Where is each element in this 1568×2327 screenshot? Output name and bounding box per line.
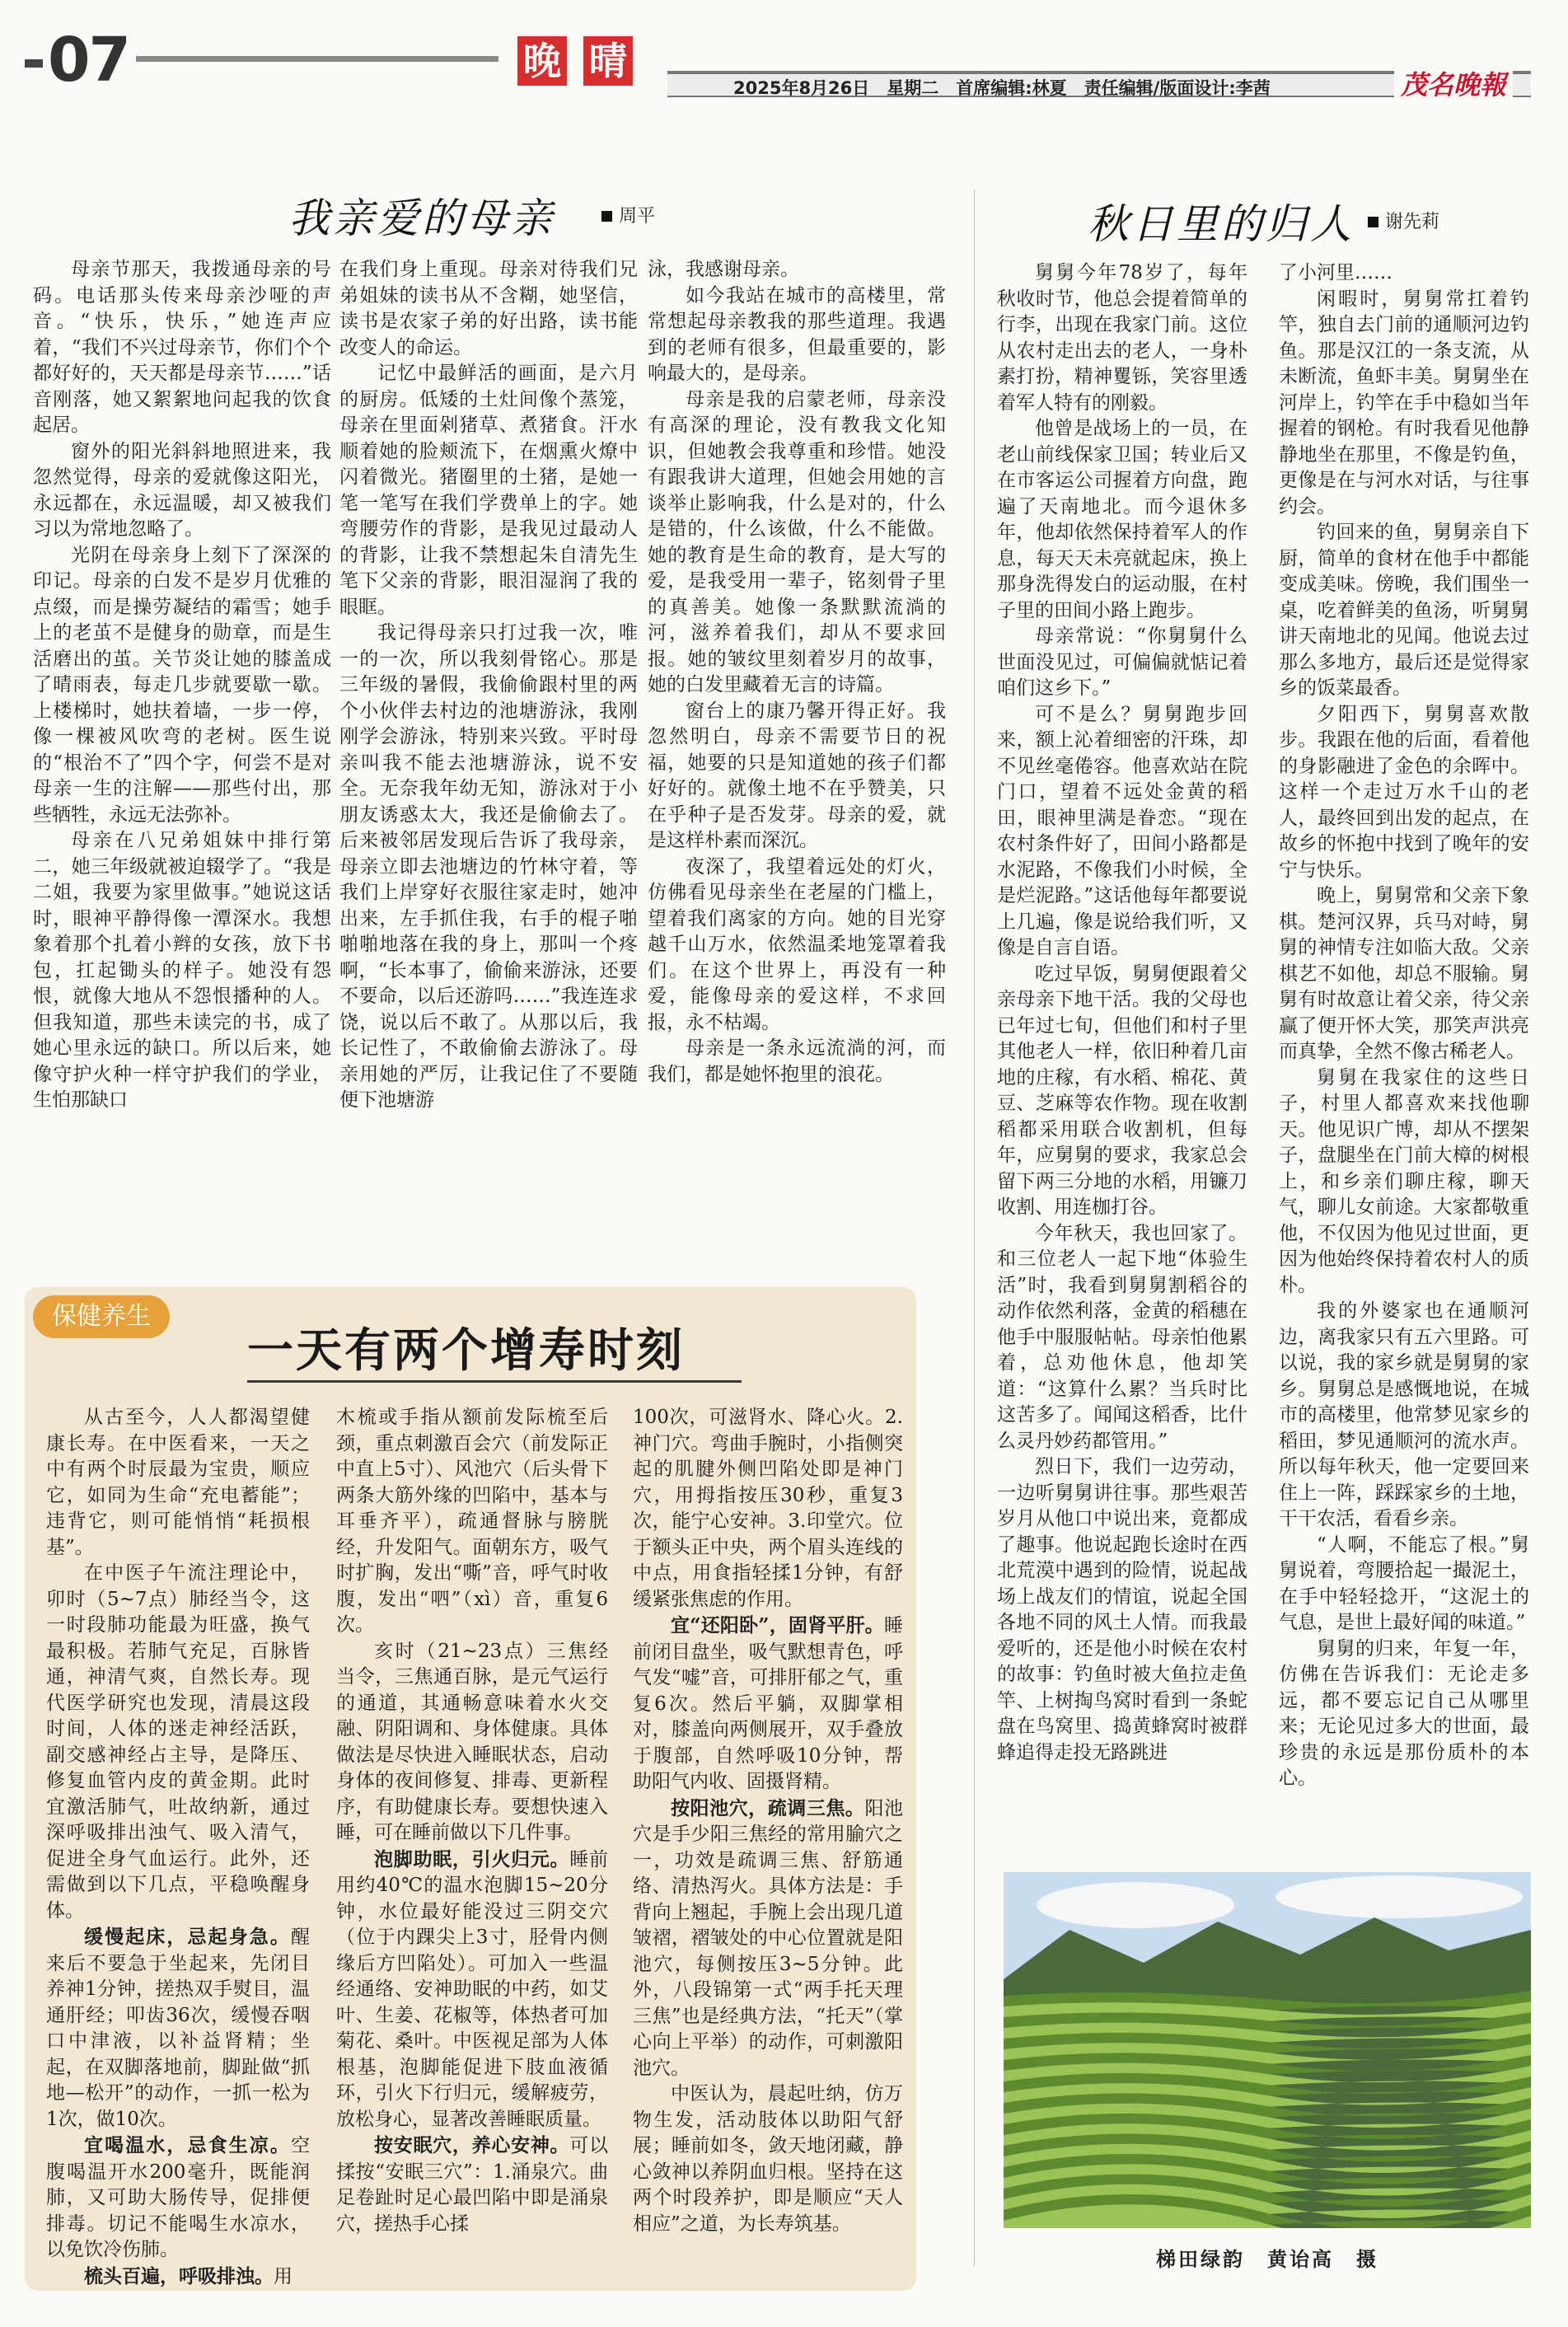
- health-paragraph: [633, 1613, 903, 1796]
- health-paragraph-text: 阳池穴是手少阳三焦经的常用腧穴之一，功效是疏调三焦、舒筋通络、清热泻火。具体方法是：手背向上翘起，手腕上会出现几道皱褶，褶皱处的中心位置就是阳池穴，每侧按压3~5分钟。此外，八段锦第一式“两手托天理三焦”也是经典方法，“托天”（掌心向上平举）的动作，可刺激阳池穴。: [633, 1797, 904, 2079]
- article1-author: 周平: [601, 202, 655, 227]
- paragraph: 了小河里……: [1279, 262, 1392, 283]
- paragraph: 钓回来的鱼，舅舅亲自下厨，简单的食材在他手中都能变成美味。傍晚，我们围坐一桌，吃着鲜美的鱼汤，听舅舅讲天南地北的见闻。他说去过那么多地方，最后还是觉得家乡的饭菜最香。: [1279, 522, 1529, 699]
- health-paragraph: [633, 1796, 903, 2082]
- paragraph: 我记得母亲只打过我一次，唯一的一次，所以我刻骨铭心。那是三年级的暑假，我偷偷跟村里的两个小伙伴去村边的池塘游泳，我刚刚学会游泳，特别来兴致。平时母亲叫我不能去池塘游泳，说不安全。无奈我年幼无知，游泳对于小朋友诱惑太大，我还是偷偷去了。后来被邻居发现后告诉了我母亲，母亲立即去池塘边的竹林守着，等我们上岸穿好衣服往家走时，她冲出来，左手抓住我，右手的棍子啪啪啪地落在我的身上，那叫一个疼啊，“长本事了，偷偷来游泳，还要不要命，以后还游吗……”我连连求饶，说以后不敢了。从那以后，我长记性了，不敢偷偷去游泳了。母亲用她的严厉，让我记住了不要随便下池塘游: [339, 622, 638, 1111]
- paragraph: 舅舅今年78岁了，每年秋收时节，他总会提着简单的行李，出现在我家门前。这位从农村走出去的老人，一身朴素打扮，精神矍铄，笑容里透着军人特有的刚毅。: [997, 262, 1247, 414]
- article1-col1: [33, 257, 331, 1114]
- health-paragraph-text: 用: [274, 2265, 293, 2287]
- health-paragraph: [633, 2081, 903, 2237]
- health-paragraph: [336, 1847, 608, 2133]
- paragraph: 我的外婆家也在通顺河边，离我家只有五六里路。可以说，我的家乡就是舅舅的家乡。舅舅总是感慨地说，在城市的高楼里，他常梦见家乡的稻田，梦见通顺河的流水声。所以每年秋天，他一定要回来住上一阵，踩踩家乡的土地，干干农活，看看乡亲。: [1279, 1300, 1529, 1529]
- health-paragraph-text: 木梳或手指从额前发际梳至后颈，重点刺激百会穴（前发际正中直上5寸）、风池穴（后头骨下两条大筋外缘的凹陷中，基本与耳垂齐平），疏通督脉与膀胱经，升发阳气。面朝东方，吸气时扩胸，发出“嘶”音，呼气时收腹，发出“呬”（xì）音，重复6次。: [336, 1407, 608, 1636]
- health-section-tag: 保健养生: [33, 1295, 170, 1338]
- article2-author: 谢先莉: [1368, 208, 1439, 233]
- paragraph: 光阴在母亲身上刻下了深深的印记。母亲的白发不是岁月优雅的点缀，而是操劳凝结的霜雪；她手上的老茧不是健身的勋章，而是生活磨出的茧。关节炎让她的膝盖成了晴雨表，每走几步就要歇一歇。上楼梯时，她扶着墙，一步一停，像一棵被风吹弯的老树。医生说的“根治不了”四个字，何尝不是对母亲一生的注解——那些付出，那些牺牲，永远无法弥补。: [33, 544, 331, 826]
- health-col2: [336, 1405, 608, 2237]
- health-title: 一天有两个增寿时刻: [247, 1324, 685, 1378]
- article2-title: 秋日里的归人: [1088, 200, 1355, 248]
- paragraph: 泳，我感谢母亲。: [648, 259, 799, 280]
- paper-logo: 茂名晚報: [1394, 64, 1513, 102]
- article1-col3: [648, 257, 946, 1088]
- paragraph: 可不是么？舅舅跑步回来，额上沁着细密的汗珠，却不见丝毫倦容。他喜欢站在院门口，望着不远处金黄的稻田，眼神里满是眷恋。“现在农村条件好了，田间小路都是水泥路，不像我们小时候，全是烂泥路。”这话他每年都要说上几遍，像是说给我们听，又像是自言自语。: [997, 703, 1247, 958]
- health-col3: [633, 1405, 903, 2237]
- paragraph: 闲暇时，舅舅常扛着钓竿，独自去门前的通顺河边钓鱼。那是汉江的一条支流，从未断流，鱼虾丰美。舅舅坐在河岸上，钓竿在手中稳如当年握着的钢枪。有时我看见他静静地坐在那里，不像是钓鱼，更像是在与河水对话，与往事约会。: [1279, 288, 1529, 517]
- health-paragraph-text: 亥时（21~23点）三焦经当令，三焦通百脉，是元气运行的通道，其通畅意味着水火交融、阴阳调和、身体健康。具体做法是尽快进入睡眠状态，启动身体的夜间修复、排毒、更新程序，有助健康长寿。要想快速入睡，可在睡前做以下几件事。: [336, 1640, 608, 1843]
- health-col1: [46, 1405, 310, 2290]
- paragraph: 夜深了，我望着远处的灯火，仿佛看见母亲坐在老屋的门槛上，望着我们离家的方向。她的目光穿越千山万水，依然温柔地笼罩着我们。在这个世界上，再没有一种爱，能像母亲的爱这样，不求回报，永不枯竭。: [648, 855, 946, 1033]
- health-paragraph-text: 在中医子午流注理论中，卯时（5~7点）肺经当令，这一时段肺功能最为旺盛，换气最积极。若肺气充足，百脉皆通，神清气爽，自然长寿。现代医学研究也发现，清晨这段时间，人体的迷走神经活跃，副交感神经占主导，是降压、修复血管内皮的黄金期。此时宜激活肺气，吐故纳新，通过深呼吸排出浊气、吸入清气，促进全身气血运行。此外，还需做到以下几点，平稳唤醒身体。: [46, 1562, 310, 1922]
- health-subheading: 按安眠穴，养心安神。: [374, 2134, 570, 2156]
- health-paragraph: [46, 2133, 310, 2264]
- paragraph: 如今我站在城市的高楼里，常常想起母亲教我的那些道理。我遇到的老师有很多，但最重要的，影响最大的，是母亲。: [648, 284, 946, 384]
- article1-title: 我亲爱的母亲: [288, 194, 555, 242]
- health-subheading: 泡脚助眠，引火归元。: [374, 1847, 570, 1870]
- health-paragraph: [633, 1405, 903, 1613]
- health-paragraph-text: 醒来后不要急于坐起来，先闭目养神1分钟，搓热双手熨目，温通肝经；叩齿36次，缓慢吞咽口中津液，以补益肾精；坐起，在双脚落地前，脚趾做“抓地—松开”的动作，一抓一松为1次，做10次。: [46, 1927, 310, 2130]
- terrace-landscape-image: [1004, 1872, 1531, 2228]
- paragraph: 母亲常说：“你舅舅什么世面没见过，可偏偏就惦记着咱们这乡下。”: [997, 625, 1247, 699]
- paragraph: 舅舅的归来，年复一年，仿佛在告诉我们：无论走多远，都不要忘记自己从哪里来；无论见过多大的世面，最珍贵的永远是那份质朴的本心。: [1279, 1637, 1529, 1789]
- paragraph: 他曾是战场上的一员，在老山前线保家卫国；转业后又在市客运公司握着方向盘，跑遍了天南地北。而今退休多年，他却依然保持着军人的作息，每天天未亮就起床，换上那身洗得发白的运动服，在村子里的田间小路上跑步。: [997, 418, 1247, 621]
- paragraph: 母亲在八兄弟姐妹中排行第二，她三年级就被迫辍学了。“我是二姐，我要为家里做事。”她说这话时，眼神平静得像一潭深水。我想象着那个扎着小辫的女孩，放下书包，扛起锄头的样子。她没有怨恨，就像大地从不怨恨播种的人。但我知道，那些未读完的书，成了她心里永远的缺口。所以后来，她像守护火种一样守护我们的学业，生怕那缺口: [33, 830, 331, 1111]
- health-paragraph-text: 100次，可滋肾水、降心火。2.神门穴。弯曲手腕时，小指侧突起的肌腱外侧凹陷处即是神门穴，用拇指按压30秒，重复3次，能宁心安神。3.印堂穴。位于额头正中央，两个眉头连线的中点，用食指轻揉1分钟，有舒缓紧张焦虑的作用。: [633, 1407, 903, 1610]
- health-paragraph-text: 睡前用约40℃的温水泡脚15~20分钟，水位最好能没过三阴交穴（位于内踝尖上3寸，胫骨内侧缘后方凹陷处）。可加入一些温经通络、安神助眠的中药，如艾叶、生姜、花椒等，体热者可加菊花、桑叶。中医视足部为人体根基，泡脚能促进下肢血液循环，引火下行归元，缓解疲劳，放松身心，显著改善睡眠质量。: [336, 1848, 609, 2130]
- column-divider: [974, 190, 975, 2266]
- article2-col1: [997, 260, 1247, 1766]
- health-paragraph-text: 空腹喝温开水200毫升，既能润肺，又可助大肠传导，促排便排毒。切记不能喝生水凉水，以免饮冷伤肺。: [46, 2135, 310, 2260]
- health-paragraph: [46, 1924, 310, 2133]
- paragraph: 母亲节那天，我拨通母亲的号码。电话那头传来母亲沙哑的声音。“快乐，快乐，”她连声应着，“我们不兴过母亲节，你们个个都好好的，天天都是母亲节……”话音刚落，她又絮絮地问起我的饮食起居。: [33, 259, 331, 436]
- paragraph: 夕阳西下，舅舅喜欢散步。我跟在他的后面，看着他的身影融进了金色的余晖中。这样一个走过万水千山的老人，最终回到出发的起点，在故乡的怀抱中找到了晚年的安宁与快乐。: [1279, 703, 1529, 881]
- paragraph: 在我们身上重现。母亲对待我们兄弟姐妹的读书从不含糊，她坚信，读书是农家子弟的好出路，读书能改变人的命运。: [339, 259, 638, 358]
- health-subheading: 按阳池穴，疏调三焦。: [671, 1796, 865, 1819]
- terrace-photo: [1004, 1872, 1531, 2228]
- health-subheading: 宜喝温水，忌食生凉。: [84, 2134, 291, 2156]
- article2-col2: [1279, 260, 1529, 1792]
- paragraph: 记忆中最鲜活的画面，是六月的厨房。低矮的土灶间像个蒸笼，母亲在里面剁猪草、煮猪食。汗水顺着她的脸颊流下，在烟熏火燎中闪着微光。猪圈里的土猪，是她一笔一笔写在我们学费单上的字。她弯腰劳作的背影，是我见过最动人的背影，让我不禁想起朱自清先生笔下父亲的背影，眼泪湿润了我的眼眶。: [339, 363, 638, 618]
- health-paragraph: [336, 2133, 608, 2237]
- paragraph: 窗外的阳光斜斜地照进来，我忽然觉得，母亲的爱就像这阳光，永远都在，永远温暖，却又被我们习以为常地忽略了。: [33, 440, 331, 540]
- article1-col2: [339, 257, 638, 1114]
- section-title-char-1: 晚: [517, 36, 567, 86]
- health-paragraph: [46, 1405, 310, 1561]
- paragraph: 烈日下，我们一边劳动，一边听舅舅讲往事。那些艰苦岁月从他口中说出来，竟都成了趣事。他说起跑长途时在西北荒漠中遇到的险情，说起战场上战友们的情谊，说起全国各地不同的风土人情。而我最爱听的，还是他小时候在农村的故事：钓鱼时被大鱼拉走鱼竿、上树掏鸟窝时看到一条蛇盘在鸟窝里、捣黄蜂窝时被群蜂追得走投无路跳进: [997, 1456, 1247, 1763]
- section-title-char-2: 晴: [583, 36, 633, 86]
- health-title-underline: [247, 1380, 742, 1383]
- page-number: 07: [25, 25, 129, 96]
- paragraph: 母亲是一条永远流淌的河，而我们，都是她怀抱里的浪花。: [648, 1037, 946, 1085]
- health-paragraph: [46, 1561, 310, 1924]
- health-paragraph-text: 可以揉按“安眠三穴”：1.涌泉穴。曲足卷趾时足心最凹陷中即是涌泉穴，搓热手心揉: [336, 2135, 609, 2235]
- photo-caption: 梯田绿韵 黄诒高 摄: [1156, 2248, 1378, 2271]
- paragraph: 吃过早饭，舅舅便跟着父亲母亲下地干活。我的父母也已年过七旬，但他们和村子里其他老人一样，依旧种着几亩地的庄稼，有水稻、棉花、黄豆、芝麻等农作物。现在收割稻都采用联合收割机，但每年，应舅舅的要求，我家总会留下两三分地的水稻，用镰刀收割、用连枷打谷。: [997, 962, 1247, 1218]
- paragraph: 晚上，舅舅常和父亲下象棋。楚河汉界，兵马对峙，舅舅的神情专注如临大敌。父亲棋艺不如他，却总不服输。舅舅有时故意让着父亲，待父亲赢了便开怀大笑，那笑声洪亮而真挚，全然不像古稀老人。: [1279, 885, 1529, 1062]
- health-paragraph: [336, 1639, 608, 1847]
- health-paragraph-text: 中医认为，晨起吐纳，仿万物生发，活动肢体以助阳气舒展；睡前如冬，敛天地闭藏，静心敛神以养阴血归根。坚持在这两个时段养护，即是顺应“天人相应”之道，为长寿筑基。: [633, 2083, 903, 2235]
- header-rule: [136, 56, 498, 62]
- health-paragraph-text: 从古至今，人人都渴望健康长寿。在中医看来，一天之中有两个时辰最为宝贵，顺应它，如同为生命“充电蓄能”；违背它，则可能悄悄“耗损根基”。: [46, 1407, 310, 1558]
- paragraph: “人啊，不能忘了根。”舅舅说着，弯腰拾起一撮泥土，在手中轻轻捻开，“这泥土的气息，是世上最好闻的味道。”: [1279, 1533, 1529, 1633]
- health-subheading: 宜“还阳卧”，固肾平肝。: [671, 1614, 884, 1636]
- paragraph: 母亲是我的启蒙老师，母亲没有高深的理论，没有教我文化知识，但她教会我尊重和珍惜。她没有跟我讲大道理，但她会用她的言谈举止影响我，什么是对的，什么是错的，什么该做，什么不能做。她的教育是生命的教育，是大写的爱，是我受用一辈子，铭刻骨子里的真善美。她像一条默默流淌的河，滋养着我们，却从不要求回报。她的皱纹里刻着岁月的故事，她的白发里藏着无言的诗篇。: [648, 388, 946, 695]
- health-paragraph: [46, 2264, 310, 2291]
- paragraph: 舅舅在我家住的这些日子，村里人都喜欢来找他聊天。他见识广博，却从不摆架子，盘腿坐在门前大樟的树根上，和乡亲们聊庄稼，聊天气，聊儿女前途。大家都敬重他，不仅因为他见过世面，更因为他始终保持着农村人的质朴。: [1279, 1066, 1529, 1296]
- health-subheading: 梳头百遍，呼吸排浊。: [84, 2264, 274, 2287]
- paragraph: 今年秋天，我也回家了。和三位老人一起下地“体验生活”时，我看到舅舅割稻谷的动作依然利落，金黄的稻穗在他手中服服帖帖。母亲怕他累着，总劝他休息，他却笑道：“这算什么累？当兵时比这苦多了。闻闻这稻香，比什么灵丹妙药都管用。”: [997, 1222, 1247, 1452]
- paragraph: 窗台上的康乃馨开得正好。我忽然明白，母亲不需要节日的祝福，她要的只是知道她的孩子们都好好的。就像土地不在乎赞美，只在乎种子是否发芽。母亲的爱，就是这样朴素而深沉。: [648, 700, 946, 851]
- health-paragraph: [336, 1405, 608, 1639]
- health-subheading: 缓慢起床，忌起身急。: [84, 1926, 291, 1948]
- health-paragraph-text: 睡前闭目盘坐，吸气默想青色，呼气发“嘘”音，可排肝郁之气，重复6次。然后平躺，双脚掌相对，膝盖向两侧展开，双手叠放于腹部，自然呼吸10分钟，帮助阳气内收、固摄肾精。: [633, 1615, 903, 1792]
- date-line: 2025年8月26日 星期二 首席编辑:林夏 责任编辑/版面设计:李茜: [733, 78, 1271, 98]
